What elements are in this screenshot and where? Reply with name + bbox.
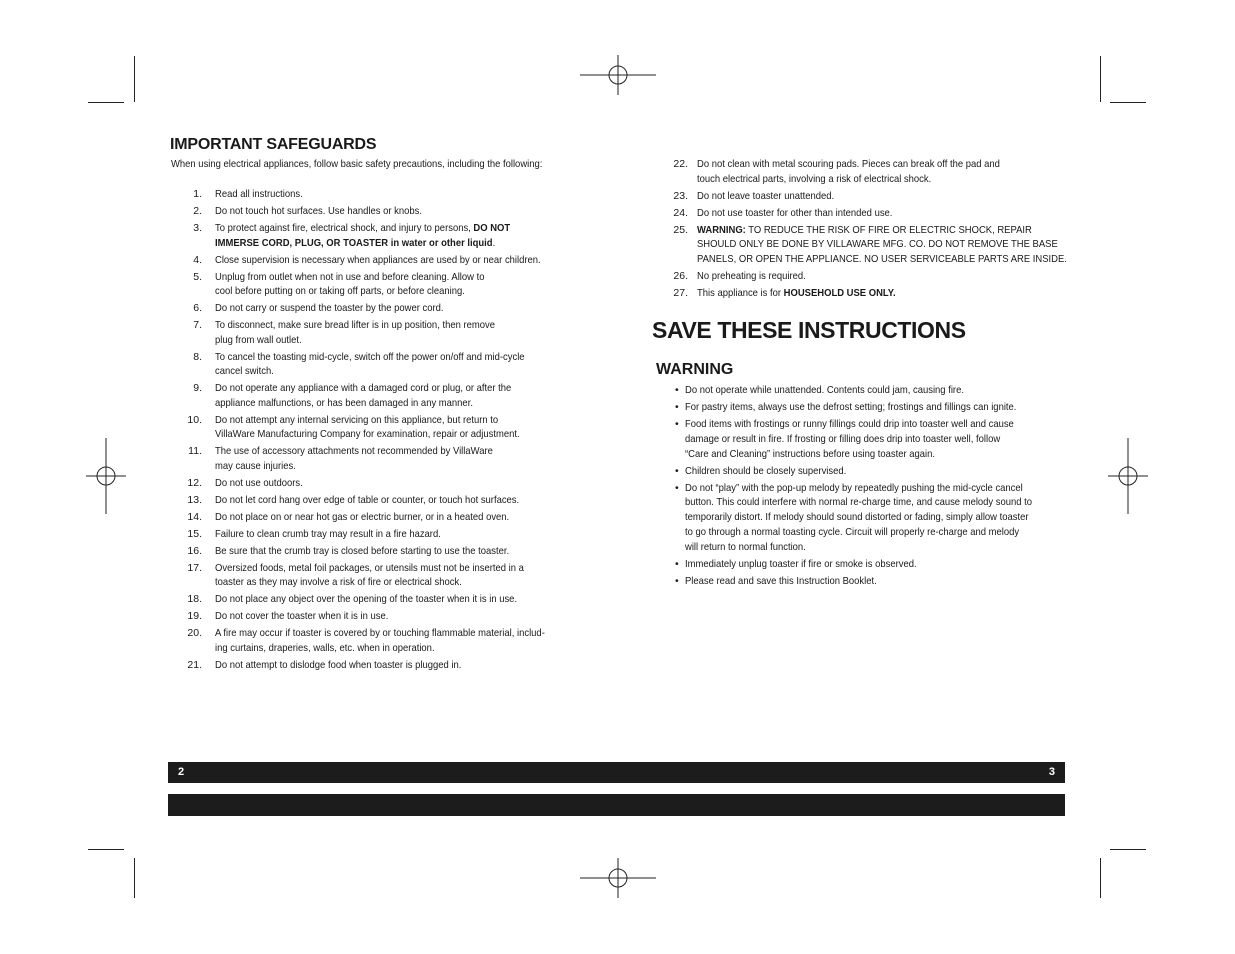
- safeguards-list-left: [180, 187, 600, 677]
- item-line: Unplug from outlet when not in use and before cleaning. Allow to: [215, 270, 485, 283]
- item-number: 13.: [187, 493, 202, 506]
- item-line: PANELS, OR OPEN THE APPLIANCE. NO USER SERVICEABLE PARTS ARE INSIDE.: [697, 252, 1067, 265]
- item-line: IMMERSE CORD, PLUG, OR TOASTER in water or other liquid: [215, 236, 493, 249]
- item-text: [697, 157, 1000, 186]
- item-number: 24.: [673, 206, 688, 219]
- item-bold-lead: WARNING:: [697, 223, 746, 236]
- item-number: 22.: [673, 158, 688, 170]
- item-number: 1.: [193, 188, 202, 200]
- item-text: [215, 626, 545, 655]
- item-text: [215, 381, 511, 410]
- item-line: The use of accessory attachments not recommended by VillaWare: [215, 445, 493, 457]
- item-text: [215, 413, 520, 442]
- bullet-text: [685, 557, 917, 572]
- item-number: 15.: [187, 527, 202, 540]
- page-number-right: 3: [1048, 766, 1055, 778]
- item-number: 20.: [187, 627, 202, 639]
- item-line: This appliance is for: [697, 286, 784, 299]
- item-line: TO REDUCE THE RISK OF FIRE OR ELECTRIC SHOCK, REPAIR: [745, 223, 1032, 236]
- item-line: plug from wall outlet.: [215, 333, 302, 346]
- bullet-icon: •: [675, 401, 679, 413]
- item-line: ing curtains, draperies, walls, etc. when in operation.: [215, 641, 435, 654]
- item-text: [697, 206, 892, 221]
- item-line: To protect against fire, electrical shock, and injury to persons,: [215, 222, 474, 234]
- bullet-icon: •: [675, 574, 679, 587]
- page-number-left: 2: [178, 766, 185, 778]
- bullet-icon: •: [675, 384, 679, 396]
- bullet-line: will return to normal function.: [685, 540, 806, 553]
- crop-mark: [88, 849, 124, 850]
- item-line: To disconnect, make sure bread lifter is in up position, then remove: [215, 319, 495, 331]
- item-number: 6.: [193, 302, 202, 314]
- item-text: [215, 204, 422, 219]
- item-line: Do not leave toaster unattended.: [697, 189, 835, 202]
- bullet-line: button. This could interfere with normal re-charge time, and cause melody sound to: [685, 496, 1033, 509]
- item-tail: .: [492, 236, 496, 249]
- item-text: [697, 286, 896, 301]
- crop-mark: [88, 102, 124, 103]
- bullet-line: Do not operate while unattended. Contents could jam, causing fire.: [685, 384, 964, 396]
- item-text: [215, 444, 493, 473]
- item-text: [215, 476, 303, 491]
- crop-mark: [1110, 102, 1146, 103]
- item-line: Be sure that the crumb tray is closed before starting to use the toaster.: [215, 544, 510, 557]
- bullet-text: [685, 417, 1014, 461]
- item-line: Do not place on or near hot gas or electric burner, or in a heated oven.: [215, 510, 510, 523]
- item-bold: HOUSEHOLD USE ONLY.: [783, 286, 896, 299]
- item-text: [215, 527, 441, 542]
- item-line: No preheating is required.: [697, 269, 806, 282]
- item-line: Read all instructions.: [215, 188, 303, 200]
- footer-band: [168, 794, 1065, 816]
- crop-mark: [1100, 56, 1101, 102]
- bullet-icon: •: [675, 557, 679, 570]
- bullet-icon: •: [675, 464, 679, 477]
- item-text: [215, 544, 509, 559]
- item-text: [215, 301, 444, 316]
- item-number: 2.: [193, 205, 202, 217]
- item-text: [215, 592, 517, 607]
- item-line: may cause injuries.: [215, 459, 296, 472]
- item-text: [215, 510, 509, 525]
- registration-mark-top: [580, 55, 656, 95]
- item-line: To cancel the toasting mid-cycle, switch off the power on/off and mid-cycle: [215, 350, 525, 363]
- item-line: toaster as they may involve a risk of fire or electrical shock.: [215, 576, 462, 588]
- item-number: 9.: [193, 382, 202, 394]
- bullet-text: [685, 383, 964, 398]
- item-line: Oversized foods, metal foil packages, or utensils must not be inserted in a: [215, 561, 524, 574]
- item-line: Do not cover the toaster when it is in use.: [215, 610, 389, 622]
- item-number: 5.: [193, 270, 202, 283]
- save-instructions-heading: SAVE THESE INSTRUCTIONS: [652, 317, 966, 343]
- item-text: [215, 253, 541, 268]
- item-number: 12.: [187, 476, 202, 489]
- bullet-text: [685, 574, 877, 589]
- crop-mark: [1110, 849, 1146, 850]
- bullet-text: [685, 400, 1016, 415]
- crop-mark: [1100, 858, 1101, 898]
- item-line: SHOULD ONLY BE DONE BY VILLAWARE MFG. CO. DO NOT REMOVE THE BASE: [697, 238, 1058, 250]
- item-line: cool before putting on or taking off parts, or before cleaning.: [215, 285, 465, 297]
- item-line: Do not attempt any internal servicing on this appliance, but return to: [215, 413, 499, 426]
- item-line: Failure to clean crumb tray may result in a fire hazard.: [215, 527, 441, 540]
- item-number: 3.: [193, 222, 202, 234]
- item-text: [215, 187, 303, 202]
- warning-heading: WARNING: [656, 361, 734, 378]
- item-line: cancel switch.: [215, 365, 274, 377]
- item-text: [215, 609, 388, 624]
- item-number: 4.: [193, 253, 202, 266]
- registration-mark-bottom: [580, 858, 656, 898]
- item-text: [215, 561, 524, 590]
- item-number: 25.: [673, 223, 688, 236]
- item-number: 26.: [673, 269, 688, 282]
- item-line: Do not let cord hang over edge of table or counter, or touch hot surfaces.: [215, 493, 520, 506]
- item-number: 27.: [673, 286, 688, 299]
- bullet-text: [685, 481, 1032, 555]
- bullet-line: Please read and save this Instruction Booklet.: [685, 574, 877, 587]
- item-text: [697, 189, 834, 204]
- item-number: 8.: [193, 350, 202, 363]
- item-number: 19.: [187, 610, 202, 622]
- item-line: touch electrical parts, involving a risk of electrical shock.: [697, 172, 932, 185]
- crop-mark: [134, 858, 135, 898]
- bullet-line: Food items with frostings or runny fillings could drip into toaster well and cause: [685, 418, 1014, 430]
- item-line: Do not carry or suspend the toaster by the power cord.: [215, 302, 444, 314]
- item-text: [215, 221, 510, 250]
- item-number: 11.: [188, 445, 202, 457]
- crop-mark: [134, 56, 135, 102]
- bullet-line: Immediately unplug toaster if fire or smoke is observed.: [685, 557, 917, 570]
- item-line: Do not attempt to dislodge food when toaster is plugged in.: [215, 658, 462, 671]
- safeguards-list-right: [662, 157, 1082, 307]
- item-number: 14.: [187, 510, 202, 523]
- bullet-line: Do not “play” with the pop-up melody by repeatedly pushing the mid-cycle cancel: [685, 481, 1023, 494]
- item-number: 18.: [187, 593, 202, 605]
- item-number: 16.: [187, 544, 202, 557]
- registration-mark-left: [86, 438, 126, 514]
- warning-bullet-list: [675, 383, 1075, 593]
- item-number: 7.: [193, 319, 202, 331]
- item-text: [215, 270, 485, 299]
- item-number: 21.: [187, 658, 202, 671]
- item-text: [215, 350, 525, 379]
- item-text: [697, 223, 1067, 267]
- bullet-line: For pastry items, always use the defrost setting; frostings and fillings can ignite.: [685, 401, 1017, 413]
- item-line: Do not clean with metal scouring pads. Pieces can break off the pad and: [697, 158, 1000, 170]
- item-line: Close supervision is necessary when appliances are used by or near children.: [215, 253, 541, 266]
- item-number: 23.: [673, 189, 688, 202]
- page-title-important-safeguards: IMPORTANT SAFEGUARDS: [170, 136, 377, 153]
- bullet-text: [685, 464, 846, 479]
- item-line: Do not use toaster for other than intended use.: [697, 206, 893, 219]
- item-text: [215, 658, 461, 673]
- item-line: appliance malfunctions, or has been damaged in any manner.: [215, 396, 473, 409]
- bullet-line: “Care and Cleaning” instructions before using toaster again.: [685, 447, 936, 460]
- bullet-line: Children should be closely supervised.: [685, 464, 847, 477]
- bullet-line: damage or result in fire. If frosting or filling does drip into toaster well, follow: [685, 432, 1001, 445]
- registration-mark-right: [1108, 438, 1148, 514]
- item-line: Do not operate any appliance with a damaged cord or plug, or after the: [215, 382, 512, 394]
- bullet-icon: •: [675, 481, 679, 494]
- intro-text: When using electrical appliances, follow basic safety precautions, including the following:: [171, 158, 543, 170]
- item-line: VillaWare Manufacturing Company for examination, repair or adjustment.: [215, 428, 520, 440]
- item-text: [697, 269, 806, 284]
- item-line: A fire may occur if toaster is covered by or touching flammable material, includ-: [215, 627, 545, 639]
- bullet-icon: •: [675, 418, 679, 430]
- footer-bar: [168, 762, 1065, 783]
- item-line: Do not touch hot surfaces. Use handles or knobs.: [215, 205, 422, 217]
- bullet-line: temporarily distort. If melody should sound distorted or fading, simply allow toaster: [685, 511, 1029, 524]
- item-text: [215, 493, 519, 508]
- item-line: Do not place any object over the opening of the toaster when it is in use.: [215, 593, 518, 605]
- item-number: 17.: [187, 561, 202, 574]
- item-line: Do not use outdoors.: [215, 476, 303, 489]
- item-bold: DO NOT: [473, 222, 511, 234]
- bullet-line: to go through a normal toasting cycle. Circuit will properly re-charge and melody: [685, 525, 1020, 538]
- item-text: [215, 318, 495, 347]
- item-number: 10.: [187, 413, 202, 426]
